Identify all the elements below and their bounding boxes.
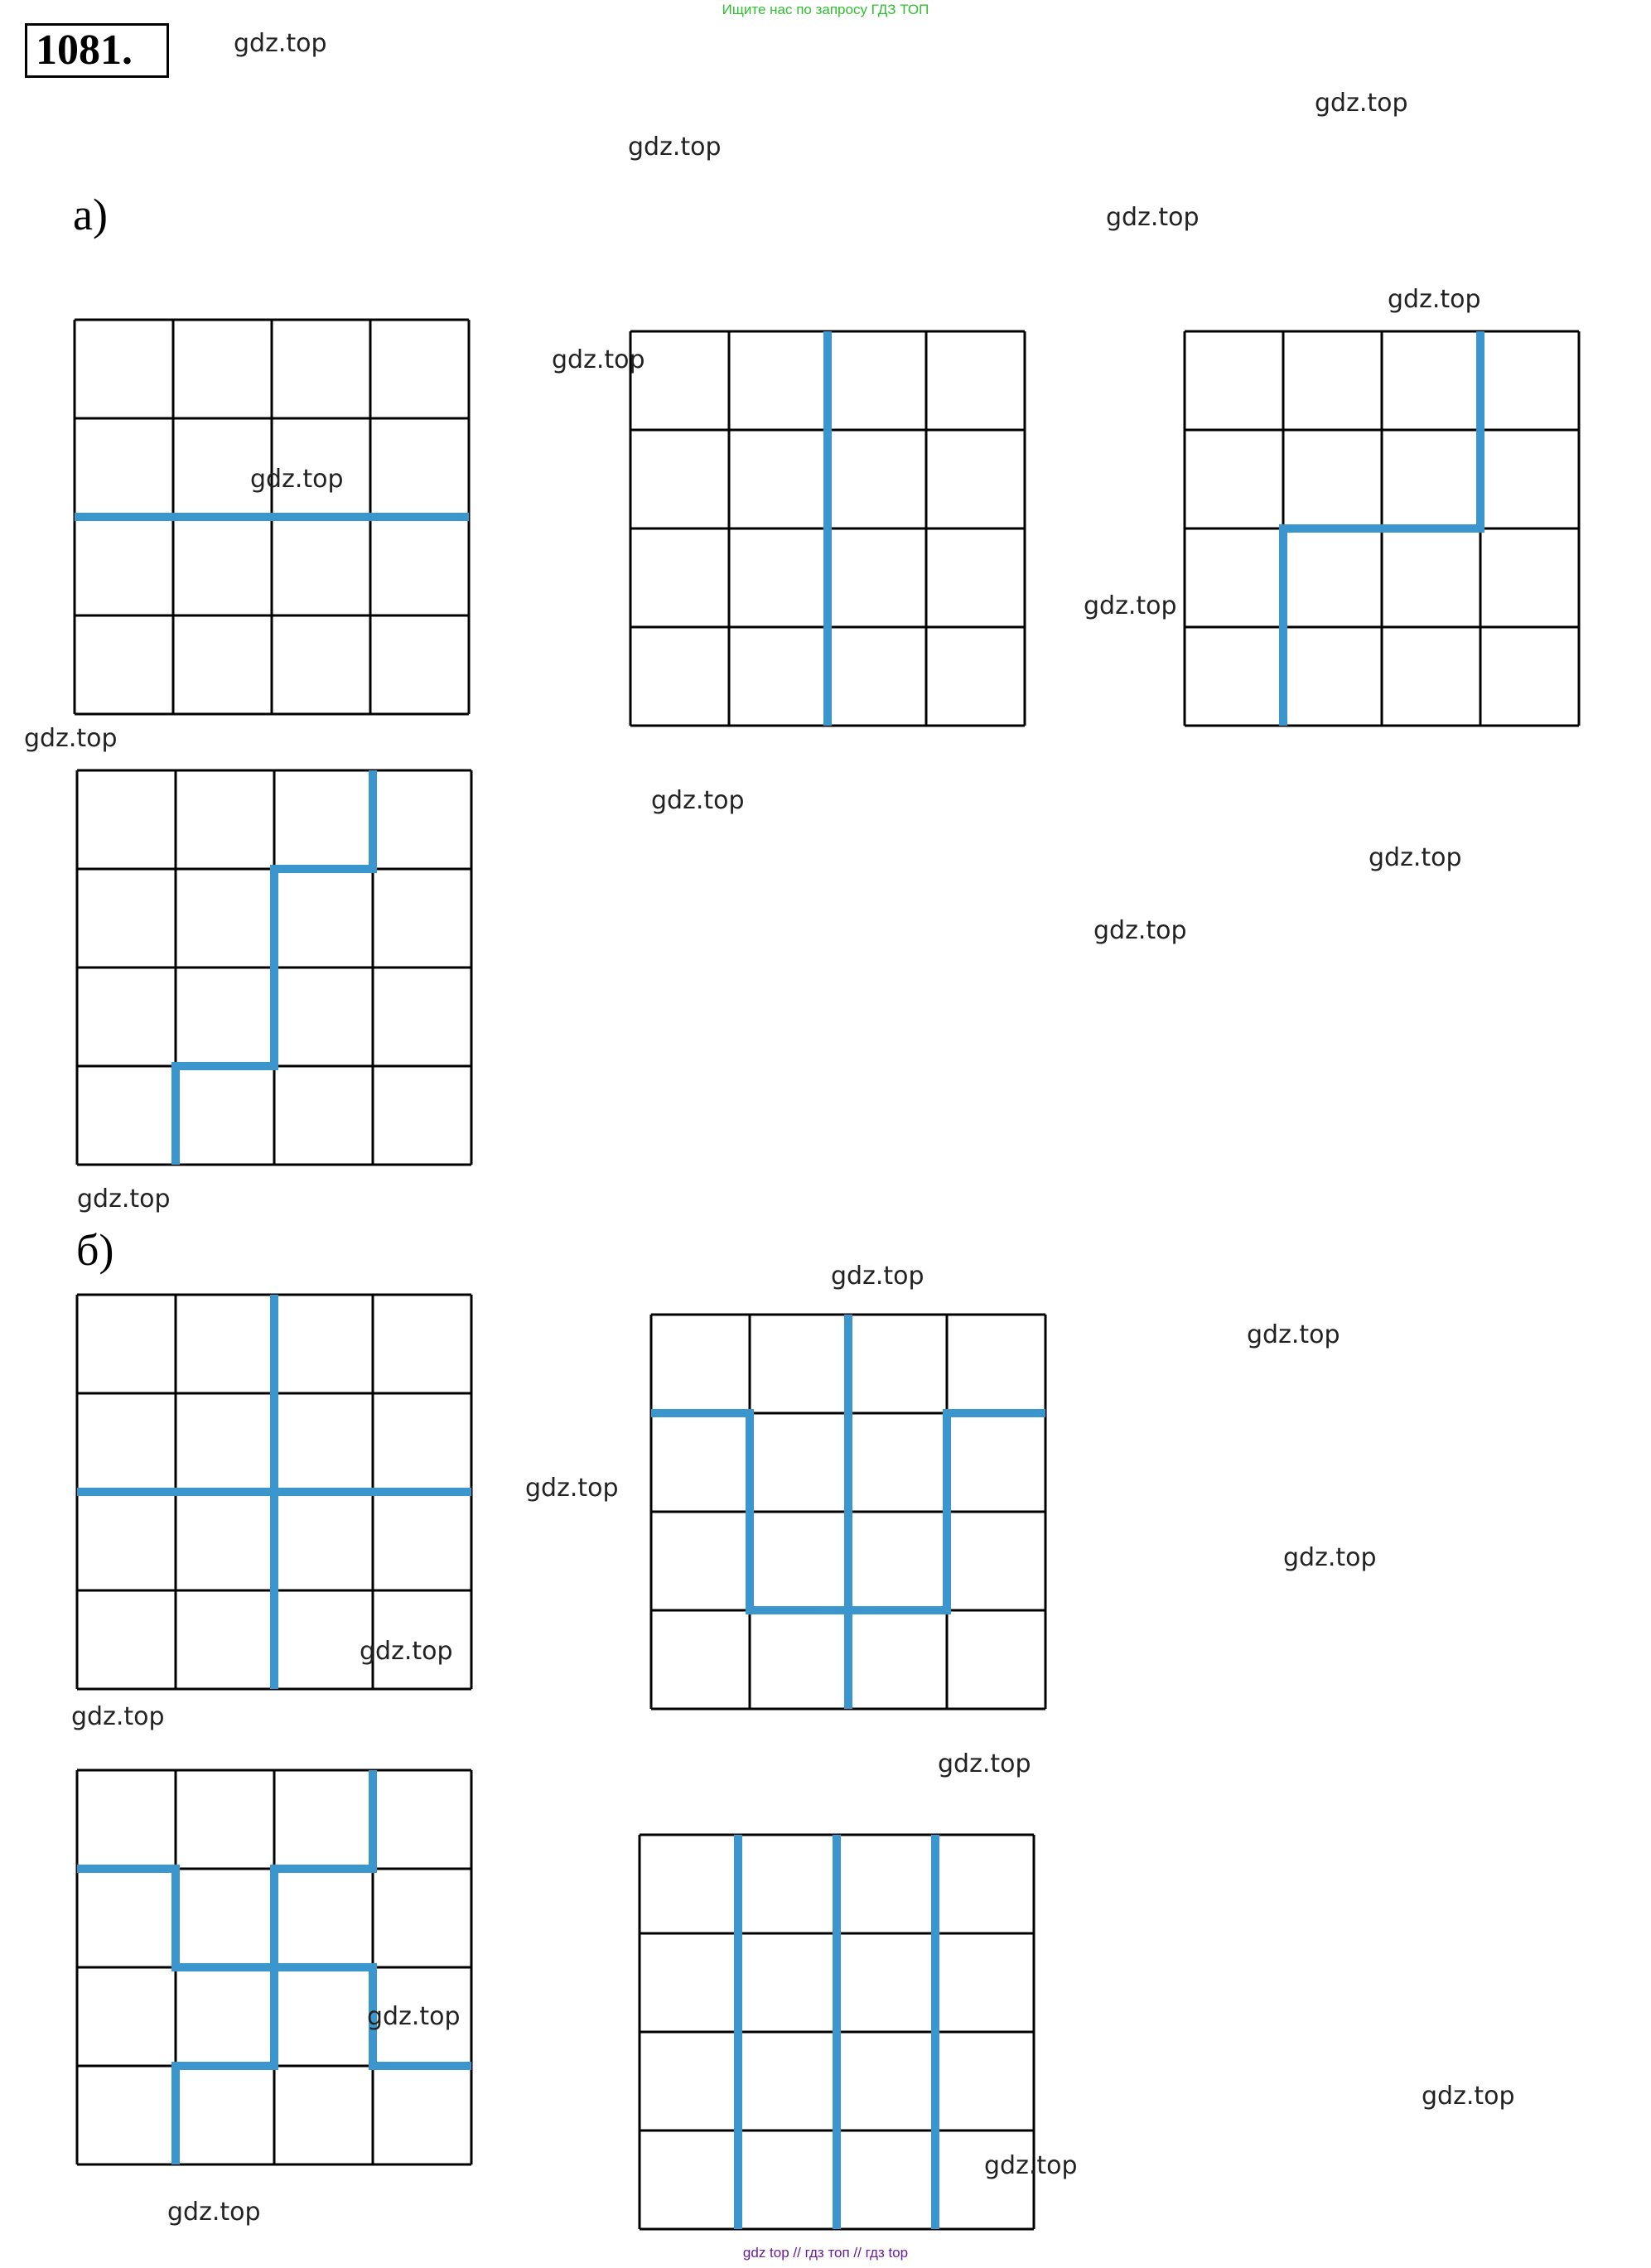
section-label-a: а) xyxy=(73,190,108,239)
watermark: gdz.top xyxy=(1315,89,1408,118)
top-banner: Ищите нас по запросу ГДЗ ТОП xyxy=(722,2,929,17)
watermark: gdz.top xyxy=(24,724,118,753)
watermark: gdz.top xyxy=(1106,203,1200,232)
footer: gdz top // гдз топ // гдз top xyxy=(742,2245,909,2261)
watermark: gdz.top xyxy=(360,1637,453,1666)
watermark: gdz.top xyxy=(77,1185,171,1214)
figure-a3-grid xyxy=(1183,330,1577,731)
watermark: gdz.top xyxy=(984,2151,1078,2180)
watermark: gdz.top xyxy=(1247,1320,1340,1349)
watermark: gdz.top xyxy=(250,465,344,494)
problem-number: 1081. xyxy=(25,23,169,78)
watermark: gdz.top xyxy=(1093,916,1187,945)
watermark: gdz.top xyxy=(552,345,645,374)
watermark: gdz.top xyxy=(1084,591,1177,620)
watermark: gdz.top xyxy=(1283,1543,1377,1572)
watermark: gdz.top xyxy=(71,1702,165,1731)
figure-a4-grid xyxy=(75,769,470,1170)
section-label-b: б) xyxy=(76,1225,114,1275)
watermark: gdz.top xyxy=(1369,843,1462,872)
watermark: gdz.top xyxy=(651,786,745,815)
figure-b1-grid xyxy=(75,1293,470,1694)
watermark: gdz.top xyxy=(628,133,722,162)
figure-a1-grid xyxy=(73,318,467,719)
figure-b3-grid xyxy=(75,1769,470,2169)
figure-a2-grid xyxy=(629,330,1023,731)
figure-b4-grid xyxy=(638,1833,1032,2234)
watermark: gdz.top xyxy=(367,2002,461,2031)
watermark: gdz.top xyxy=(831,1262,924,1291)
figure-b2-grid xyxy=(649,1313,1044,1714)
watermark: gdz.top xyxy=(525,1474,619,1503)
watermark: gdz.top xyxy=(1422,2082,1515,2111)
watermark: gdz.top xyxy=(167,2198,261,2227)
watermark: gdz.top xyxy=(1388,285,1481,314)
watermark: gdz.top xyxy=(234,29,327,58)
watermark: gdz.top xyxy=(938,1749,1031,1778)
